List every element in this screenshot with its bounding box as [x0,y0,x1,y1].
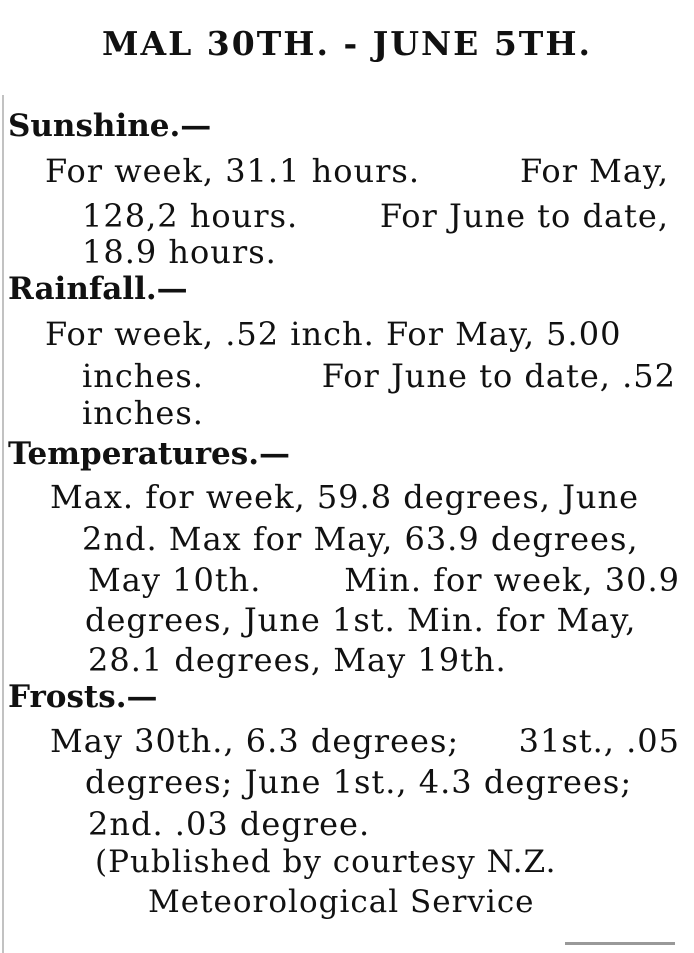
temperatures-line-3 [88,561,680,599]
frosts-heading: Frosts.— [8,679,158,715]
temperatures-line-4: degrees, June 1st. Min. for May, [85,601,637,639]
frosts-line-1-a: May 30th., 6.3 degrees; [50,722,460,760]
sunshine-line-2-a: 128,2 hours. [82,197,299,235]
credit-line-2: Meteorological Service [148,884,535,920]
sunshine-line-1-a: For week, 31.1 hours. [45,152,420,190]
temperatures-line-3-b: Min. for week, 30.9 [344,561,680,599]
rainfall-line-2 [82,357,676,395]
frosts-line-2: degrees; June 1st., 4.3 degrees; [85,763,633,801]
temperatures-line-5: 28.1 degrees, May 19th. [88,641,507,679]
rainfall-line-2-b: For June to date, .52 [321,357,676,395]
sunshine-line-1 [45,152,669,190]
frosts-line-1-b: 31st., .05 [518,722,680,760]
sunshine-line-2-b: For June to date, [379,197,669,235]
temperatures-heading: Temperatures.— [8,436,291,472]
page-title: MAL 30TH. - JUNE 5TH. [101,24,593,63]
sunshine-line-1-b: For May, [519,152,669,190]
rainfall-heading: Rainfall.— [8,271,188,307]
temperatures-line-1: Max. for week, 59.8 degrees, June [50,478,640,516]
frosts-line-1 [50,722,680,760]
rainfall-line-2-a: inches. [82,357,204,395]
sunshine-line-2 [82,197,669,235]
sunshine-line-3: 18.9 hours. [82,233,277,271]
rainfall-line-1: For week, .52 inch. For May, 5.00 [45,315,622,353]
temperatures-line-3-a: May 10th. [88,561,262,599]
sunshine-heading: Sunshine.— [8,108,212,144]
frosts-line-3: 2nd. .03 degree. [88,805,371,843]
temperatures-line-2: 2nd. Max for May, 63.9 degrees, [82,520,639,558]
clipping-edge [2,95,4,953]
rainfall-line-3: inches. [82,394,204,432]
credit-line-1: (Published by courtesy N.Z. [95,844,557,880]
print-smudge [565,942,675,945]
